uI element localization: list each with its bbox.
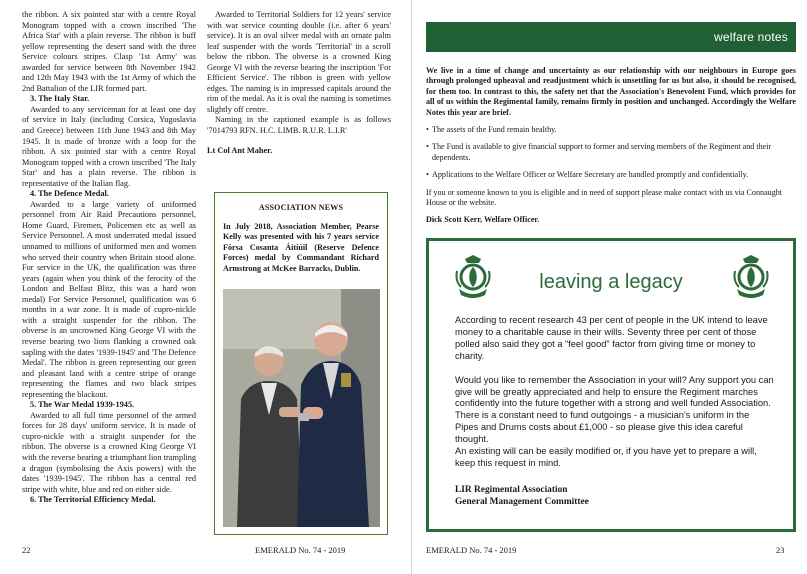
text-column-b-body: [207, 10, 391, 137]
association-news-box: [214, 192, 388, 535]
leaving-legacy-box: [426, 238, 796, 532]
welfare-signature: Dick Scott Kerr, Welfare Officer.: [426, 215, 540, 225]
welfare-bullet-item: [426, 142, 796, 163]
author-signature: Lt Col Ant Maher.: [207, 145, 273, 155]
text-column-b: [207, 10, 391, 156]
legacy-signature: [455, 484, 775, 508]
page-number-right: 23: [776, 545, 785, 555]
association-news-body: In July 2018, Association Member, Pearse Kelly was presented with his 7 years service Fórsa Cosanta Áitiúil (Reserve Defence Forces) medal by Commandant Richard Armstrong at McKee Barracks, Dublin.: [223, 222, 379, 273]
col_b-paragraph: Naming in the captioned example is as follows '7014793 RFN. H.C. LIMB. R.U.R. L.I.R': [207, 115, 391, 136]
page-number-left: 22: [22, 545, 31, 555]
col_a-paragraph: Awarded to a large variety of uniformed personnel from Air Raid Precautions personnel, Home Guard, Firemen, Policemen etc as well as Service Personnel. A most underrated medal issued unnamed to millions of uniformed men and women who served their country when Britain stood alone. For service in the UK, the qualification was three years (again when you think of the ferocity of the London and Belfast Blitz, this was a hard won medal) For Service Personnel, qualification was 6 months in a war zone. It is made of cupro-nickle with a straight suspender for the ribbon. The obverse is an uncrowned King George VI with the reverse bearing two lions flanking a crowned oak sapling with the dates '1939-1945' and 'The Defence Medal'. The ribbon is green representing our green and pleasant land with a centre stripe of orange representing the flames and two black stripes representing the blackout.: [22, 199, 196, 399]
welfare-contact-paragraph: If you or someone known to you is eligible and in need of support please make contact with us via Connaught House or the website.: [426, 187, 783, 208]
col_a-paragraph: 6. The Territorial Efficiency Medal.: [30, 495, 156, 505]
welfare-bullet-list: [426, 125, 796, 181]
medal-presentation-photo: [223, 289, 380, 527]
welfare-bullet-item: [426, 170, 796, 180]
bullet-icon: •: [426, 170, 429, 180]
footer-left: EMERALD No. 74 - 2019: [255, 545, 346, 555]
col_a-paragraph: 4. The Defence Medal.: [30, 189, 109, 199]
welfare-notes-banner: [426, 22, 796, 52]
col_a-paragraph: Awarded to any serviceman for at least one day of service in Italy (including Corsica, Yugoslavia and Greece) between 11th June 1943 and 8th May 1945. It is made of bronze with a loop for the ribbon. A six pointed star with a centre Royal Monogram topped with a crown inscribed 'The Italy Star' and has a plain reverse. The ribbon is representative of the Italian flag.: [22, 104, 196, 188]
col_a-paragraph: 5. The War Medal 1939-1945.: [30, 400, 135, 410]
bullet-icon: •: [426, 142, 429, 152]
legacy-signature-line-1: LIR Regimental Association: [455, 484, 568, 495]
welfare-bullet-text: The Fund is available to give financial support to former and serving members of the Regiment and their dependents.: [432, 142, 772, 162]
col_a-paragraph: Awarded to all full time personnel of the armed forces for 28 days' uniform service. It is made of cupro-nickle with a straight suspender for the ribbon. The obverse is a crowned King George VI with the reverse bearing a triumphant lion trampling a dragon (symbolising the Axis powers) with the dates '1939-1945'. The ribbon has a central red stripe with white, blue and red on either side.: [22, 410, 196, 494]
footer-right: EMERALD No. 74 - 2019: [426, 545, 517, 555]
legacy-signature-line-2: General Management Committee: [455, 496, 589, 507]
legacy-paragraph-2: Would you like to remember the Association in your will? Any support you can give will be greatly appreciated and help to ensure the Regiment marches confidently into the future together with a strong and well funded Association. There is a constant need to fund outgoings - a musician's uniform in the Pipes and Drums costs about £1,000 - so please give this idea careful thought.: [455, 374, 774, 445]
welfare-bullet-item: [426, 125, 796, 135]
right-page: [411, 0, 807, 574]
legacy-body: [455, 315, 775, 520]
bullet-icon: •: [426, 125, 429, 135]
welfare-bullet-text: The assets of the Fund remain healthy.: [432, 125, 557, 135]
legacy-paragraph-1: According to recent research 43 per cent of people in the UK intend to leave money to a charitable cause in their wills. Seventy three per cent of those polled also said they got a “feel good” factor from giving time or money to charity.: [455, 315, 768, 361]
association-news-title: ASSOCIATION NEWS: [258, 203, 344, 212]
welfare-notes-heading: welfare notes: [714, 30, 788, 44]
col_b-paragraph: Awarded to Territorial Soldiers for 12 years' service with war service counting double (i.e. after 6 years' service). It is an oval silver medal with an ornate palm leaf suspender with the words 'Territorial' in a scroll below the ribbon. The obverse is a crowned King George VI with the reverse bearing the inscription 'For Efficient Service'. The ribbon is green with yellow edges. The naming is in impressed capitals around the rim of the medal. As it is oval the naming is sometimes slightly off centre.: [207, 10, 391, 114]
col_a-paragraph: 3. The Italy Star.: [30, 94, 90, 104]
col_a-paragraph: the ribbon. A six pointed star with a centre Royal Monogram topped with a crown inscribed 'The Africa Star' with a plain reverse. The ribbon is buff yellow representing the desert sand with the three Service colours stripes. Clasp '1st Army' was awarded for service between 8th November 1942 and 12th May 1943 with the 1st Army of which the 2nd Battalion of the LIR formed part.: [22, 10, 196, 93]
welfare-lead-paragraph: We live in a time of change and uncertainty as our relationship with our neighbours in Europe goes through prolonged upheaval and readjustment which is unsettling for us but also, it should be recognised, for them too. In contrast to this, the safety net that the Association's Benevolent Fund, which provides for all of us within the Regimental family, remains firmly in position and unchanged. Accordingly the Welfare Notes this year are brief.: [426, 66, 796, 117]
legacy-paragraph-3: An existing will can be easily modified or, if you have yet to prepare a will, keep this request in mind.: [455, 446, 757, 468]
welfare-notes-body: [426, 66, 796, 233]
legacy-title: leaving a legacy: [539, 271, 683, 293]
text-column-a: [22, 10, 196, 506]
welfare-bullet-text: Applications to the Welfare Officer or Welfare Secretary are handled promptly and confidentially.: [432, 170, 749, 180]
